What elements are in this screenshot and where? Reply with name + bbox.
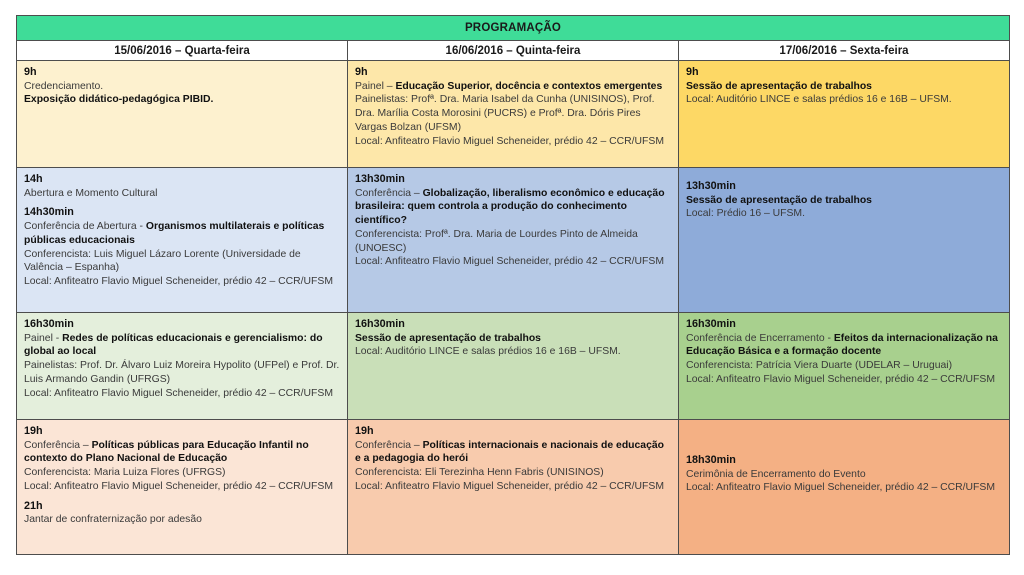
schedule-row-evening [17,420,1010,555]
session-location: Local: Auditório LINCE e salas prédios 16 e 16B – UFSM. [686,94,952,106]
session-location: Local: Anfiteatro Flavio Miguel Scheneider, prédio 42 – CCR/UFSM [355,135,664,147]
session-location: Local: Anfiteatro Flavio Miguel Scheneider, prédio 42 – CCR/UFSM [686,482,995,494]
session-time: 19h [24,425,43,437]
session-type: Painel - [24,332,63,344]
session-speakers: Conferencista: Luis Miguel Lázaro Lorente (Universidade de Valência – Espanha) [24,248,301,274]
session-cell [17,420,348,555]
session-location: Local: Anfiteatro Flavio Miguel Scheneider, prédio 42 – CCR/UFSM [355,480,664,492]
session-speakers: Painelistas: Profª. Dra. Maria Isabel da Cunha (UNISINOS), Prof. Dra. Marília Costa Morosini (PUCRS) e Profª. Dra. Dóris Pires Vargas Bolzan (UFSM) [355,94,655,133]
session-title: Sessão de apresentação de trabalhos [686,194,872,206]
schedule-container [16,15,1009,555]
session-cell [348,420,679,555]
session-text: Cerimônia de Encerramento do Evento [686,468,866,480]
session-cell [679,61,1010,168]
session-title: Educação Superior, docência e contextos emergentes [395,80,663,92]
session-location: Local: Anfiteatro Flavio Miguel Scheneider, prédio 42 – CCR/UFSM [355,256,664,268]
session-time: 16h30min [355,318,405,330]
session-speakers: Conferencista: Maria Luiza Flores (UFRGS) [24,467,226,479]
session-title: Organismos multilaterais e políticas públicas educacionais [24,221,325,246]
day-header-friday: 17/06/2016 – Sexta-feira [679,41,1010,61]
session-speakers: Painelistas: Prof. Dr. Álvaro Luiz Moreira Hypolito (UFPel) e Prof. Dr. Luis Armando Gandin (UFRGS) [24,360,340,385]
session-location: Local: Prédio 16 – UFSM. [686,208,805,220]
session-text: Jantar de confraternização por adesão [24,514,202,526]
session-cell [17,313,348,420]
session-text: Credenciamento. [24,80,104,92]
session-type: Conferência – [355,187,423,199]
session-location: Local: Anfiteatro Flavio Miguel Scheneider, prédio 42 – CCR/UFSM [24,480,333,492]
session-location: Local: Anfiteatro Flavio Miguel Scheneider, prédio 42 – CCR/UFSM [686,373,995,385]
session-cell [679,313,1010,420]
session-time: 16h30min [686,318,736,330]
session-type: Conferência de Abertura - [24,221,146,233]
page-title: PROGRAMAÇÃO [17,16,1010,41]
day-header-wednesday: 15/06/2016 – Quarta-feira [17,41,348,61]
session-title: Redes de políticas educacionais e gerencialismo: do global ao local [24,332,323,358]
session-type: Conferência – [24,439,92,451]
session-speakers: Conferencista: Eli Terezinha Henn Fabris (UNISINOS) [355,467,604,479]
session-location: Local: Auditório LINCE e salas prédios 16 e 16B – UFSM. [355,346,621,358]
session-title: Sessão de apresentação de trabalhos [686,80,872,92]
session-type: Painel – [355,80,396,92]
day-header-thursday: 16/06/2016 – Quinta-feira [348,41,679,61]
session-speakers: Conferencista: Profª. Dra. Maria de Lourdes Pinto de Almeida (UNOESC) [355,228,638,254]
session-cell [348,313,679,420]
schedule-row-early-afternoon [17,168,1010,313]
session-location: Local: Anfiteatro Flavio Miguel Scheneider, prédio 42 – CCR/UFSM [24,275,333,287]
schedule-row-morning [17,61,1010,168]
session-location: Local: Anfiteatro Flavio Miguel Scheneider, prédio 42 – CCR/UFSM [24,387,333,399]
schedule-row-late-afternoon [17,313,1010,420]
session-cell [17,168,348,313]
session-title: Sessão de apresentação de trabalhos [355,332,541,344]
session-title: Políticas internacionais e nacionais de educação e a pedagogia do herói [355,439,664,465]
session-time: 14h30min [24,206,74,219]
session-type: Conferência de Encerramento - [686,332,834,344]
session-cell [679,420,1010,555]
session-cell [17,61,348,168]
schedule-table [16,15,1010,555]
session-title: Exposição didático-pedagógica PIBID. [24,94,214,106]
session-time: 9h [355,66,368,78]
session-text: Abertura e Momento Cultural [24,187,158,199]
session-type: Conferência – [355,439,423,451]
session-time: 21h [24,499,43,512]
session-time: 13h30min [355,173,405,185]
session-cell [348,168,679,313]
session-time: 16h30min [24,318,74,330]
session-title: Globalização, liberalismo econômico e educação brasileira: quem controla a produção do conhecimento científico? [355,187,665,227]
session-time: 9h [686,66,699,78]
session-time: 13h30min [686,180,736,192]
session-time: 19h [355,425,374,437]
session-speakers: Conferencista: Patrícia Viera Duarte (UDELAR – Uruguai) [686,360,953,372]
session-cell [679,168,1010,313]
session-cell [348,61,679,168]
session-time: 9h [24,66,37,78]
session-time: 18h30min [686,454,736,466]
session-time: 14h [24,173,43,185]
session-title: Políticas públicas para Educação Infantil no contexto do Plano Nacional de Educação [24,439,309,465]
session-title: Efeitos da internacionalização na Educação Básica e a formação docente [686,332,998,358]
